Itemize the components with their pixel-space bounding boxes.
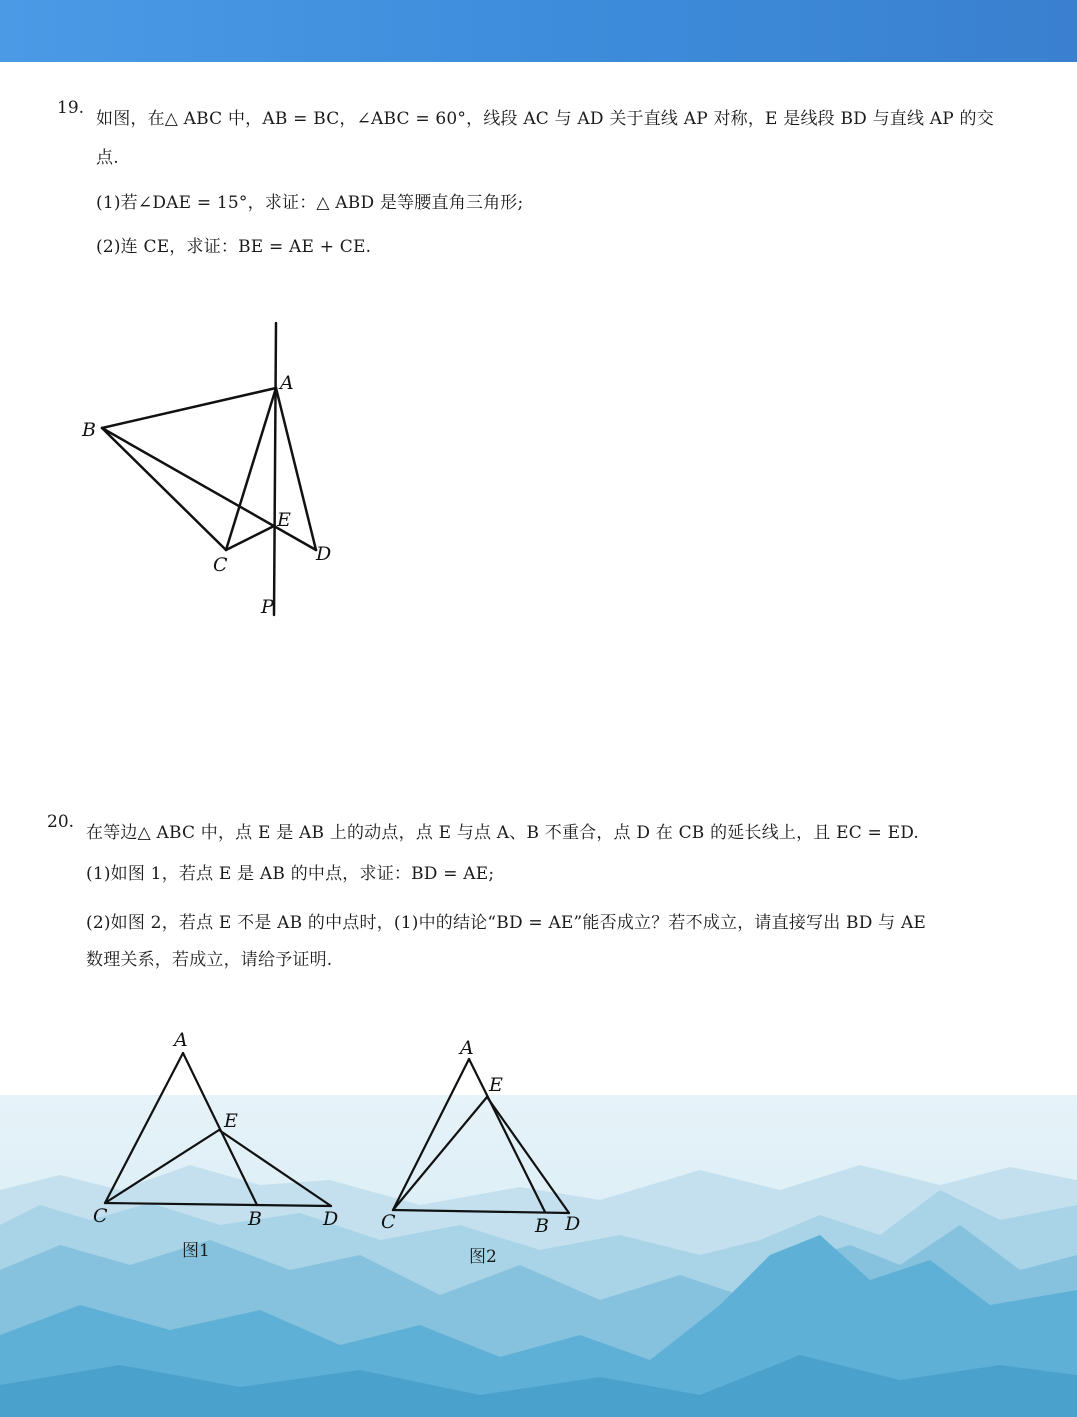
q19-stem-line1: 如图，在△ ABC 中，AB = BC，∠ABC = 60°，线段 AC 与 AD 关于直线 AP 对称，E 是线段 BD 与直线 AP 的交 [96, 109, 994, 129]
label-D: D [316, 543, 332, 565]
label-A: A [280, 372, 294, 394]
label-C: C [213, 554, 228, 576]
q20-part2-line2: 数理关系，若成立，请给予证明. [86, 950, 333, 970]
label-A: A [460, 1037, 474, 1059]
label-D: D [323, 1208, 339, 1230]
q20-stem: 在等边△ ABC 中，点 E 是 AB 上的动点，点 E 与点 A、B 不重合，点 D 在 CB 的延长线上，且 EC = ED. [86, 823, 920, 843]
q19-part2: (2)连 CE，求证：BE = AE + CE. [96, 237, 372, 257]
segment-ED [219, 1130, 331, 1206]
top-banner [0, 0, 1077, 62]
q20-part2-line1: (2)如图 2，若点 E 不是 AB 的中点时，(1)中的结论“BD = AE”能否成立？若不成立，请直接写出 BD 与 AE [86, 913, 927, 933]
q19-part1: (1)若∠DAE = 15°，求证：△ ABD 是等腰直角三角形; [96, 193, 524, 213]
segment-CD [393, 1210, 569, 1213]
q19-figure [70, 315, 370, 625]
label-C: C [381, 1211, 396, 1233]
segment-ED [487, 1097, 569, 1213]
figure-1-caption: 图1 [182, 1241, 210, 1261]
line-AP [274, 323, 276, 615]
q19-stem-line2: 点. [96, 148, 119, 168]
label-A: A [174, 1029, 188, 1051]
q20-figure-1 [85, 1025, 350, 1230]
segment-CD [105, 1203, 331, 1206]
segment-CA [105, 1053, 183, 1203]
label-E: E [277, 509, 291, 531]
label-D: D [565, 1213, 581, 1235]
segment-AC [226, 388, 276, 550]
q19-number: 19. [57, 98, 85, 118]
segment-AB [469, 1059, 545, 1212]
label-E: E [224, 1110, 238, 1132]
label-B: B [82, 419, 96, 441]
label-B: B [248, 1208, 262, 1230]
segment-CE [393, 1097, 487, 1210]
segment-CE [105, 1130, 219, 1203]
segment-CA [393, 1059, 469, 1210]
segment-AB [183, 1053, 257, 1205]
label-P: P [261, 596, 274, 618]
figure-2-caption: 图2 [469, 1247, 497, 1267]
q20-figure-2 [375, 1035, 590, 1240]
label-B: B [535, 1215, 549, 1237]
q20-part1: (1)如图 1，若点 E 是 AB 的中点，求证：BD = AE; [86, 864, 495, 884]
segment-BA [102, 388, 276, 428]
label-C: C [93, 1205, 108, 1227]
q20-number: 20. [47, 812, 75, 832]
label-E: E [489, 1074, 503, 1096]
